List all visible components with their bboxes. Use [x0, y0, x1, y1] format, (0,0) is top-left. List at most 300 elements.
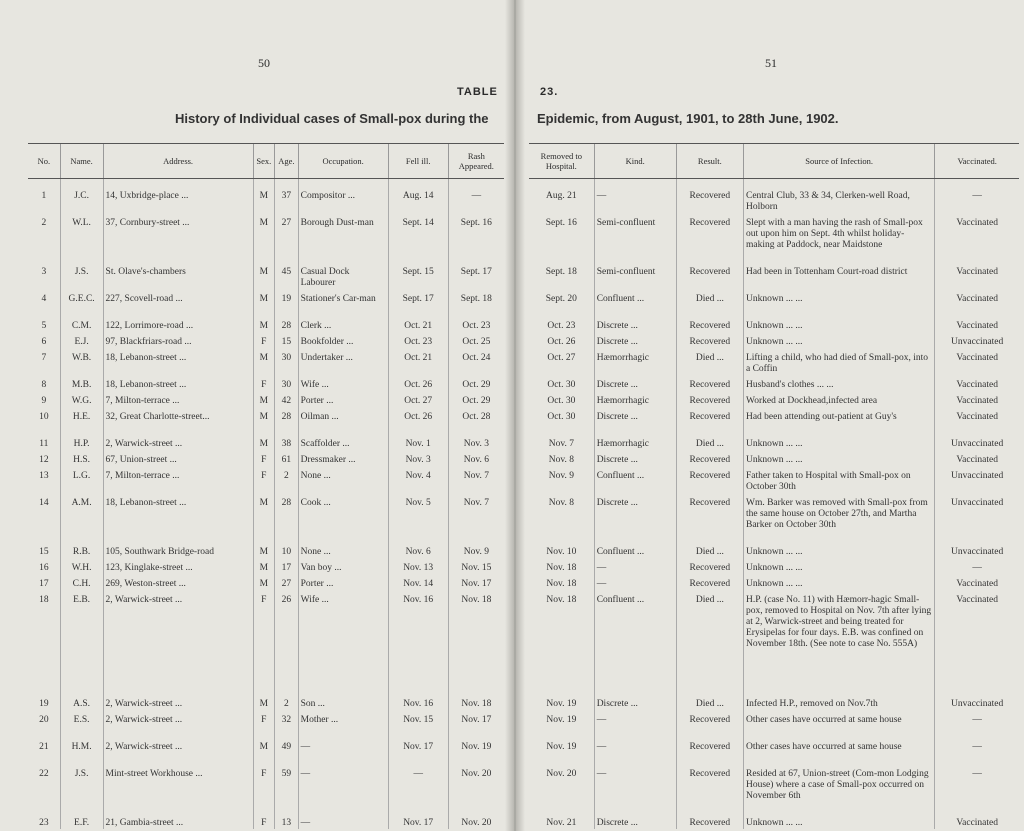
left-cell-age: 49 — [275, 737, 299, 764]
left-cell-address: 32, Great Charlotte-street... — [103, 407, 253, 434]
left-cell-age: 30 — [275, 375, 299, 391]
left-cell-rash: Oct. 29 — [448, 391, 504, 407]
table-row — [529, 493, 1019, 542]
left-cell-address: 18, Lebanon-street ... — [103, 348, 253, 375]
right-cell-result: Recovered — [676, 558, 743, 574]
table-row — [529, 450, 1019, 466]
right-cell-kind: — — [594, 574, 676, 590]
left-col-header-3: Sex. — [253, 144, 274, 179]
table-row — [529, 213, 1019, 262]
right-cell-source: Resided at 67, Union-street (Com-mon Lodging House) where a case of Small-pox occurred on November 6th — [743, 764, 934, 813]
left-cell-fell-ill: Nov. 17 — [388, 737, 448, 764]
table-row — [529, 262, 1019, 289]
left-cell-name: C.M. — [60, 316, 103, 332]
left-cell-fell-ill: Sept. 14 — [388, 213, 448, 262]
left-cell-name: A.S. — [60, 694, 103, 710]
right-cell-removed: Sept. 20 — [545, 294, 577, 304]
left-cell-fell-ill: Oct. 21 — [388, 348, 448, 375]
right-cell-source: Unknown ... ... — [743, 316, 934, 332]
left-cell-rash: Nov. 9 — [448, 542, 504, 558]
left-cell-address: 18, Lebanon-street ... — [103, 493, 253, 542]
left-cell-occupation: — — [298, 813, 388, 829]
right-cell-removed: Nov. 8 — [548, 498, 574, 508]
left-cell-address: St. Olave's-chambers — [103, 262, 253, 289]
right-cell-result: Recovered — [676, 737, 743, 764]
left-cell-address: 2, Warwick-street ... — [103, 694, 253, 710]
right-cell-removed: Aug. 21 — [546, 191, 577, 201]
table-row — [529, 558, 1019, 574]
table-row — [28, 332, 504, 348]
left-cell-no: 5 — [41, 321, 47, 331]
right-cell-kind: — — [594, 710, 676, 737]
left-cell-occupation: None ... — [298, 542, 388, 558]
left-cell-name: J.S. — [60, 262, 103, 289]
table-row — [28, 316, 504, 332]
left-col-header-6: Fell ill. — [388, 144, 448, 179]
left-cell-fell-ill: Nov. 13 — [388, 558, 448, 574]
left-cell-sex: M — [253, 434, 274, 450]
right-cell-vaccinated: Vaccinated — [935, 348, 1019, 375]
left-cell-age: 61 — [275, 450, 299, 466]
left-cell-age: 32 — [275, 710, 299, 737]
left-cell-occupation: Dressmaker ... — [298, 450, 388, 466]
left-cell-sex: M — [253, 391, 274, 407]
left-cell-occupation: Cook ... — [298, 493, 388, 542]
left-cell-address: 7, Milton-terrace ... — [103, 391, 253, 407]
table-row — [529, 710, 1019, 737]
right-cell-result: Recovered — [676, 407, 743, 434]
table-row — [529, 434, 1019, 450]
right-cell-source: Lifting a child, who had died of Small-pox, into a Coffin — [743, 348, 934, 375]
right-cell-source: Unknown ... ... — [743, 332, 934, 348]
table-row — [28, 764, 504, 813]
table-row — [28, 391, 504, 407]
right-cell-result: Recovered — [676, 179, 743, 214]
right-cell-kind: Discrete ... — [594, 813, 676, 829]
left-cell-name: W.B. — [60, 348, 103, 375]
right-cell-result: Died ... — [676, 542, 743, 558]
left-cell-rash: Nov. 15 — [448, 558, 504, 574]
left-cell-name: C.H. — [60, 574, 103, 590]
right-cell-result: Recovered — [676, 493, 743, 542]
left-cell-occupation: Wife ... — [298, 375, 388, 391]
left-cell-age: 27 — [275, 574, 299, 590]
left-cell-sex: M — [253, 542, 274, 558]
left-cell-sex: M — [253, 407, 274, 434]
right-cell-vaccinated: Unvaccinated — [935, 466, 1019, 493]
left-cell-rash: — — [448, 179, 504, 214]
right-cell-source: Central Club, 33 & 34, Clerken-well Road, Holborn — [743, 179, 934, 214]
left-cell-fell-ill: Oct. 23 — [388, 332, 448, 348]
left-cell-age: 45 — [275, 262, 299, 289]
table-row — [28, 813, 504, 829]
table-row — [28, 574, 504, 590]
left-cell-age: 28 — [275, 316, 299, 332]
right-cell-result: Recovered — [676, 262, 743, 289]
left-col-header-0: No. — [28, 144, 60, 179]
right-cell-result: Recovered — [676, 466, 743, 493]
table-row — [28, 434, 504, 450]
table-label: TABLE — [457, 86, 498, 98]
right-cell-vaccinated: — — [935, 558, 1019, 574]
left-cell-rash: Nov. 6 — [448, 450, 504, 466]
left-cell-address: 2, Warwick-street ... — [103, 737, 253, 764]
left-cell-name: W.L. — [60, 213, 103, 262]
table-row — [529, 737, 1019, 764]
left-cell-name: G.E.C. — [60, 289, 103, 316]
right-cell-removed: Nov. 19 — [546, 699, 577, 709]
left-cell-name: E.J. — [60, 332, 103, 348]
right-cell-kind: — — [594, 737, 676, 764]
left-cell-address: 67, Union-street ... — [103, 450, 253, 466]
right-cell-kind: Semi-confluent — [594, 262, 676, 289]
left-cell-address: 97, Blackfriars-road ... — [103, 332, 253, 348]
left-cell-no: 1 — [41, 191, 47, 201]
left-cell-rash: Nov. 18 — [448, 590, 504, 694]
left-cell-rash: Nov. 17 — [448, 710, 504, 737]
left-cell-no: 16 — [39, 563, 49, 573]
left-cell-no: 6 — [41, 337, 47, 347]
right-cell-removed: Oct. 30 — [547, 396, 576, 406]
table-row — [529, 332, 1019, 348]
right-cell-result: Recovered — [676, 813, 743, 829]
right-cell-kind: Discrete ... — [594, 407, 676, 434]
table-row — [529, 764, 1019, 813]
right-cell-removed: Oct. 27 — [547, 353, 576, 363]
table-row — [28, 466, 504, 493]
left-page-number: 50 — [258, 56, 270, 70]
right-cell-vaccinated: Vaccinated — [935, 262, 1019, 289]
left-cell-fell-ill: Sept. 17 — [388, 289, 448, 316]
table-row — [529, 407, 1019, 434]
right-cell-removed: Nov. 21 — [546, 818, 577, 828]
table-row — [28, 590, 504, 694]
left-cell-no: 11 — [39, 439, 49, 449]
left-cell-name: L.G. — [60, 466, 103, 493]
left-cell-age: 17 — [275, 558, 299, 574]
left-cell-rash: Sept. 17 — [448, 262, 504, 289]
left-cell-address: 7, Milton-terrace ... — [103, 466, 253, 493]
right-cell-source: Unknown ... ... — [743, 574, 934, 590]
left-cell-sex: F — [253, 764, 274, 813]
left-cell-occupation: Porter ... — [298, 574, 388, 590]
left-cell-sex: F — [253, 813, 274, 829]
right-cell-vaccinated: Vaccinated — [935, 316, 1019, 332]
left-cell-occupation: Clerk ... — [298, 316, 388, 332]
left-col-header-4: Age. — [275, 144, 299, 179]
right-cell-source: H.P. (case No. 11) with Hæmorr-hagic Small-pox, removed to Hospital on Nov. 7th after lying at 2, Warwick-street and being treated for Erysipelas for four days. E.B. was confined on November 18th. (See note to case No. 555A) — [743, 590, 934, 694]
right-cell-kind: Hæmorrhagic — [594, 434, 676, 450]
left-cell-sex: M — [253, 262, 274, 289]
left-cell-fell-ill: Nov. 15 — [388, 710, 448, 737]
table-row — [529, 542, 1019, 558]
right-cell-result: Recovered — [676, 316, 743, 332]
left-cell-age: 30 — [275, 348, 299, 375]
left-cell-rash: Oct. 28 — [448, 407, 504, 434]
left-cell-occupation: None ... — [298, 466, 388, 493]
right-page — [515, 0, 1024, 831]
table-row — [28, 213, 504, 262]
left-cell-occupation: — — [298, 737, 388, 764]
left-cell-name: H.E. — [60, 407, 103, 434]
right-cell-kind: Discrete ... — [594, 316, 676, 332]
left-cell-age: 27 — [275, 213, 299, 262]
right-page-number: 51 — [765, 56, 777, 70]
right-cell-vaccinated: Unvaccinated — [935, 694, 1019, 710]
table-row — [28, 542, 504, 558]
right-cell-vaccinated: Vaccinated — [935, 213, 1019, 262]
left-cell-name: A.M. — [60, 493, 103, 542]
left-cell-no: 2 — [41, 218, 47, 228]
left-cell-rash: Oct. 25 — [448, 332, 504, 348]
right-cell-result: Recovered — [676, 213, 743, 262]
left-cell-age: 10 — [275, 542, 299, 558]
left-cell-fell-ill: Nov. 17 — [388, 813, 448, 829]
left-cell-rash: Nov. 18 — [448, 694, 504, 710]
left-cell-name: W.H. — [60, 558, 103, 574]
left-cell-fell-ill: Oct. 27 — [388, 391, 448, 407]
left-cell-fell-ill: Nov. 14 — [388, 574, 448, 590]
left-col-header-5: Occupation. — [298, 144, 388, 179]
right-cell-vaccinated: Vaccinated — [935, 450, 1019, 466]
left-cell-age: 28 — [275, 493, 299, 542]
left-cell-occupation: Van boy ... — [298, 558, 388, 574]
left-cell-address: 122, Lorrimore-road ... — [103, 316, 253, 332]
left-cell-age: 38 — [275, 434, 299, 450]
left-cell-no: 3 — [41, 267, 47, 277]
right-cell-vaccinated: Vaccinated — [935, 813, 1019, 829]
right-cell-removed: Oct. 23 — [547, 321, 576, 331]
right-cell-source: Father taken to Hospital with Small-pox on October 30th — [743, 466, 934, 493]
left-cell-name: E.B. — [60, 590, 103, 694]
table-row — [529, 289, 1019, 316]
right-cell-kind: Confluent ... — [594, 289, 676, 316]
left-cell-rash: Oct. 24 — [448, 348, 504, 375]
left-cell-address: Mint-street Workhouse ... — [103, 764, 253, 813]
left-cell-name: H.M. — [60, 737, 103, 764]
left-cell-no: 21 — [39, 742, 49, 752]
right-cell-removed: Nov. 10 — [546, 547, 577, 557]
right-cell-result: Recovered — [676, 375, 743, 391]
right-cell-removed: Nov. 18 — [546, 563, 577, 573]
left-cell-occupation: Wife ... — [298, 590, 388, 694]
left-cell-occupation: Undertaker ... — [298, 348, 388, 375]
left-cell-rash: Nov. 20 — [448, 764, 504, 813]
book-gutter — [505, 0, 525, 831]
left-cell-address: 269, Weston-street ... — [103, 574, 253, 590]
left-cell-fell-ill: Nov. 16 — [388, 694, 448, 710]
left-cell-no: 19 — [39, 699, 49, 709]
right-cell-source: Unknown ... ... — [743, 813, 934, 829]
table-row — [28, 710, 504, 737]
left-cell-sex: F — [253, 710, 274, 737]
right-cell-source: Unknown ... ... — [743, 434, 934, 450]
right-cell-source: Unknown ... ... — [743, 450, 934, 466]
right-cell-source: Other cases have occurred at same house — [743, 710, 934, 737]
left-cell-age: 13 — [275, 813, 299, 829]
right-cell-vaccinated: Vaccinated — [935, 391, 1019, 407]
left-cell-rash: Nov. 7 — [448, 493, 504, 542]
right-cell-removed: Sept. 18 — [545, 267, 577, 277]
left-cell-no: 12 — [39, 455, 49, 465]
left-cell-no: 14 — [39, 498, 49, 508]
right-cell-removed: Sept. 16 — [545, 218, 577, 228]
right-cell-vaccinated: — — [935, 179, 1019, 214]
right-cell-removed: Nov. 19 — [546, 742, 577, 752]
left-cell-occupation: Borough Dust-man — [298, 213, 388, 262]
right-cell-kind: Discrete ... — [594, 694, 676, 710]
right-cell-vaccinated: Unvaccinated — [935, 332, 1019, 348]
right-cell-vaccinated: — — [935, 764, 1019, 813]
left-cell-age: 2 — [275, 466, 299, 493]
right-cell-vaccinated: Vaccinated — [935, 590, 1019, 694]
left-cell-name: H.P. — [60, 434, 103, 450]
right-cell-result: Recovered — [676, 391, 743, 407]
left-cell-age: 28 — [275, 407, 299, 434]
table-row — [529, 316, 1019, 332]
left-col-header-2: Address. — [103, 144, 253, 179]
right-col-header-3: Source of Infection. — [743, 144, 934, 179]
left-cell-address: 2, Warwick-street ... — [103, 710, 253, 737]
left-cell-occupation: Mother ... — [298, 710, 388, 737]
left-cell-name: M.B. — [60, 375, 103, 391]
left-cell-name: E.S. — [60, 710, 103, 737]
left-cell-occupation: — — [298, 764, 388, 813]
right-col-header-2: Result. — [676, 144, 743, 179]
left-cell-no: 15 — [39, 547, 49, 557]
left-cell-no: 8 — [41, 380, 47, 390]
table-row — [529, 375, 1019, 391]
left-cell-fell-ill: Aug. 14 — [388, 179, 448, 214]
right-cell-kind: Discrete ... — [594, 332, 676, 348]
left-cell-sex: F — [253, 450, 274, 466]
left-cell-address: 227, Scovell-road ... — [103, 289, 253, 316]
right-cell-source: Unknown ... ... — [743, 558, 934, 574]
right-cell-result: Recovered — [676, 574, 743, 590]
table-row — [28, 262, 504, 289]
right-cell-vaccinated: — — [935, 710, 1019, 737]
left-cell-rash: Sept. 18 — [448, 289, 504, 316]
table-row — [529, 590, 1019, 694]
left-cell-age: 42 — [275, 391, 299, 407]
left-cell-rash: Sept. 16 — [448, 213, 504, 262]
left-cell-occupation: Stationer's Car-man — [298, 289, 388, 316]
right-cell-removed: Nov. 20 — [546, 769, 577, 779]
left-cell-rash: Nov. 17 — [448, 574, 504, 590]
right-cell-removed: Nov. 7 — [548, 439, 574, 449]
left-cell-no: 23 — [39, 818, 49, 828]
right-col-header-1: Kind. — [594, 144, 676, 179]
table-row — [28, 289, 504, 316]
right-cell-result: Died ... — [676, 289, 743, 316]
right-cell-source: Husband's clothes ... ... — [743, 375, 934, 391]
table-row — [529, 694, 1019, 710]
right-cell-result: Died ... — [676, 434, 743, 450]
cases-table-right — [529, 143, 1019, 829]
right-cell-kind: Discrete ... — [594, 450, 676, 466]
right-cell-source: Slept with a man having the rash of Small-pox out upon him on Sept. 4th whilst holiday-making at Paddock, near Maidstone — [743, 213, 934, 262]
table-number: 23. — [540, 86, 559, 98]
left-cell-occupation: Bookfolder ... — [298, 332, 388, 348]
left-cell-fell-ill: Oct. 26 — [388, 407, 448, 434]
left-cell-occupation: Scaffolder ... — [298, 434, 388, 450]
right-cell-source: Worked at Dockhead,infected area — [743, 391, 934, 407]
table-row — [28, 450, 504, 466]
left-cell-sex: F — [253, 466, 274, 493]
table-row — [28, 348, 504, 375]
left-cell-no: 4 — [41, 294, 47, 304]
left-cell-sex: M — [253, 574, 274, 590]
left-cell-address: 14, Uxbridge-place ... — [103, 179, 253, 214]
table-row — [28, 179, 504, 214]
table-title-right: Epidemic, from August, 1901, to 28th June, 1902. — [537, 111, 839, 126]
right-cell-result: Recovered — [676, 710, 743, 737]
left-cell-fell-ill: Nov. 5 — [388, 493, 448, 542]
left-cell-address: 105, Southwark Bridge-road — [103, 542, 253, 558]
left-cell-age: 59 — [275, 764, 299, 813]
right-cell-kind: Hæmorrhagic — [594, 391, 676, 407]
right-cell-source: Had been attending out-patient at Guy's — [743, 407, 934, 434]
right-cell-kind: — — [594, 558, 676, 574]
left-cell-rash: Nov. 20 — [448, 813, 504, 829]
left-cell-fell-ill: Nov. 4 — [388, 466, 448, 493]
left-cell-sex: M — [253, 289, 274, 316]
left-cell-sex: M — [253, 179, 274, 214]
left-cell-no: 22 — [39, 769, 49, 779]
right-cell-source: Infected H.P., removed on Nov.7th — [743, 694, 934, 710]
left-col-header-7: Rash Appeared. — [448, 144, 504, 179]
right-cell-vaccinated: Vaccinated — [935, 289, 1019, 316]
left-cell-sex: M — [253, 493, 274, 542]
left-cell-rash: Nov. 19 — [448, 737, 504, 764]
left-cell-occupation: Compositor ... — [298, 179, 388, 214]
left-cell-address: 37, Cornbury-street ... — [103, 213, 253, 262]
left-cell-no: 9 — [41, 396, 47, 406]
right-cell-result: Died ... — [676, 348, 743, 375]
left-cell-sex: M — [253, 558, 274, 574]
table-row — [28, 493, 504, 542]
table-row — [529, 574, 1019, 590]
left-cell-age: 19 — [275, 289, 299, 316]
right-cell-source: Other cases have occurred at same house — [743, 737, 934, 764]
left-cell-rash: Nov. 7 — [448, 466, 504, 493]
left-cell-sex: M — [253, 213, 274, 262]
right-cell-removed: Nov. 9 — [548, 471, 574, 481]
left-cell-no: 20 — [39, 715, 49, 725]
right-cell-source: Unknown ... ... — [743, 542, 934, 558]
left-cell-name: H.S. — [60, 450, 103, 466]
right-cell-removed: Oct. 30 — [547, 380, 576, 390]
left-cell-occupation: Casual Dock Labourer — [298, 262, 388, 289]
left-cell-rash: Oct. 29 — [448, 375, 504, 391]
left-cell-address: 18, Lebanon-street ... — [103, 375, 253, 391]
left-cell-occupation: Porter ... — [298, 391, 388, 407]
left-cell-no: 18 — [39, 595, 49, 605]
left-cell-name: R.B. — [60, 542, 103, 558]
left-cell-address: 123, Kinglake-street ... — [103, 558, 253, 574]
left-cell-age: 2 — [275, 694, 299, 710]
right-col-header-0: Removed to Hospital. — [529, 144, 594, 179]
left-cell-rash: Oct. 23 — [448, 316, 504, 332]
left-cell-sex: M — [253, 316, 274, 332]
right-cell-removed: Nov. 18 — [546, 595, 577, 605]
left-cell-sex: F — [253, 375, 274, 391]
left-cell-address: 21, Gambia-street ... — [103, 813, 253, 829]
table-row — [28, 558, 504, 574]
right-cell-vaccinated: Vaccinated — [935, 574, 1019, 590]
right-cell-kind: Confluent ... — [594, 542, 676, 558]
table-row — [529, 179, 1019, 214]
